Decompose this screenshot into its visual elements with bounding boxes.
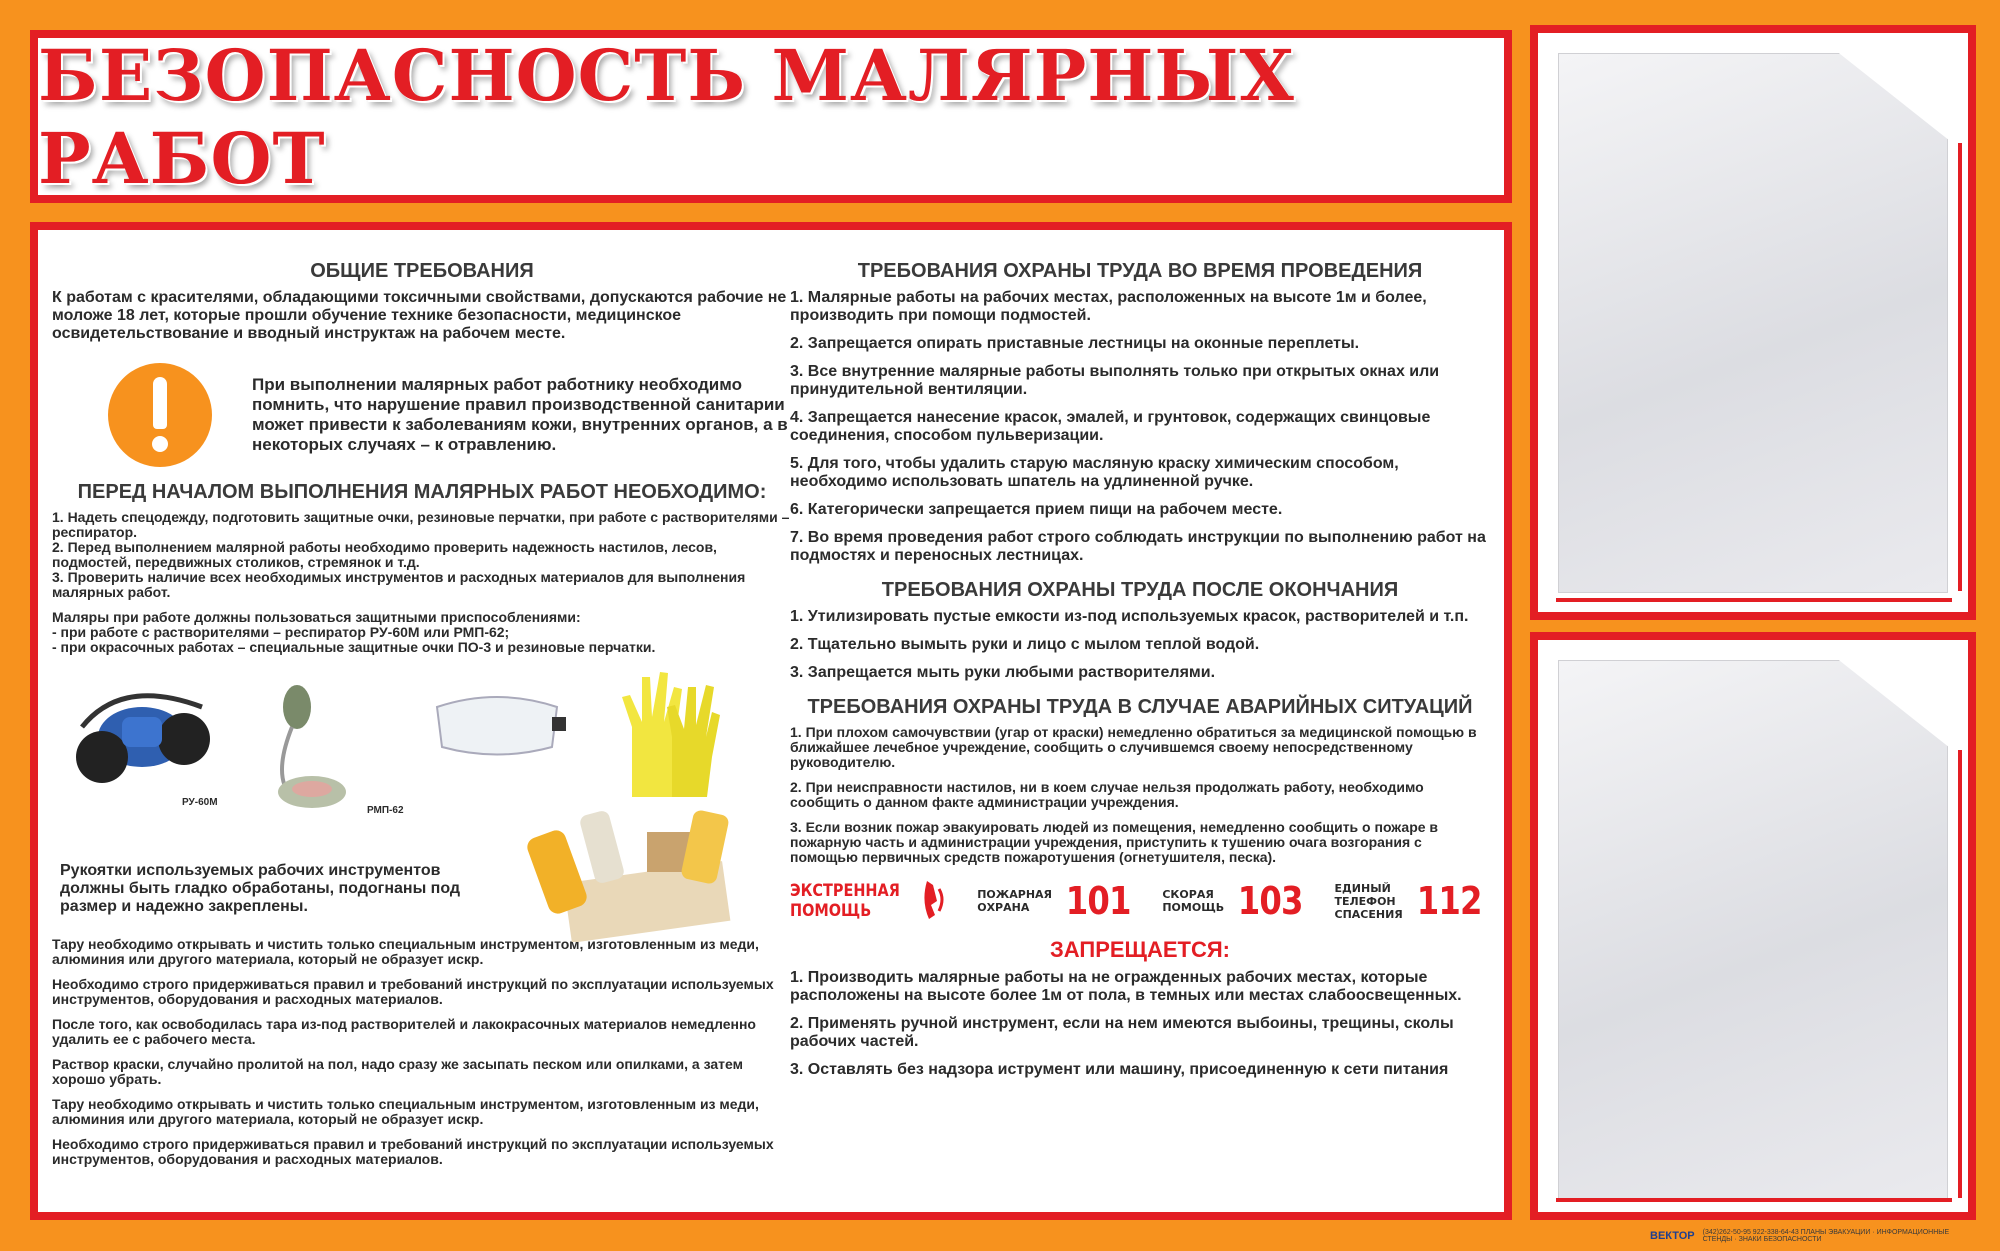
before-item: 3. Проверить наличие всех необходимых инструментов и расходных материалов для выполнения малярных работ. — [52, 569, 746, 600]
forbidden-heading: ЗАПРЕЩАЕТСЯ: — [1050, 937, 1230, 962]
before-item: 2. Перед выполнением малярной работы необходимо проверить надежность настилов, лесов, подмостей, передвижных столиков, стремянок и т.д. — [52, 539, 717, 570]
during-heading: ТРЕБОВАНИЯ ОХРАНЫ ТРУДА ВО ВРЕМЯ ПРОВЕДЕНИЯ — [857, 260, 1423, 282]
forbidden-item: 3. Оставлять без надзора иструмент или машину, присоединенную к сети питания — [790, 1061, 1449, 1078]
rescue-number: 112 — [1416, 879, 1482, 923]
during-item: 4. Запрещается нанесение красок, эмалей, и грунтовок, содержащих свинцовые соединения, способом пульверизации. — [790, 409, 1431, 444]
forbidden-item: 1. Производить малярные работы на не огражденных рабочих местах, которые расположены на высоте более 1м от пола, в темных или местах слабоосвещенных. — [790, 969, 1462, 1004]
rubber-gloves-image — [612, 667, 732, 797]
rmp62-label: РМП-62 — [367, 805, 404, 816]
right-column — [790, 260, 1490, 1079]
general-heading: ОБЩИЕ ТРЕБОВАНИЯ — [310, 260, 534, 282]
ru60m-label: РУ-60М — [182, 797, 218, 808]
protection-text: Маляры при работе должны пользоваться защитными приспособлениями: — [52, 609, 581, 625]
left-column — [52, 260, 792, 1167]
safety-goggles-image — [427, 687, 567, 767]
vendor-text: (342)262-50-95 922-338-64-43 ПЛАНЫ ЭВАКУАЦИИ · ИНФОРМАЦИОННЫЕ СТЕНДЫ · ЗНАКИ БЕЗОПАСНОСТИ — [1702, 1229, 1950, 1243]
note-item: Необходимо строго придерживаться правил и требований инструкций по эксплуатации используемых инструментов, оборудования и расходных материалов. — [52, 1136, 774, 1167]
ambulance-label: ПОМОЩЬ — [1162, 901, 1225, 914]
note-item: Тару необходимо открывать и чистить только специальным инструментом, изготовленным из меди, алюминия или другого материала, который не образует искр. — [52, 936, 759, 967]
fire-label: ПОЖАРНАЯ — [977, 888, 1053, 901]
emergency-help — [790, 879, 951, 923]
fire-number: 101 — [1065, 879, 1131, 923]
emergency-label: ЭКСТРЕННАЯ — [790, 881, 900, 901]
protection-item: - при окрасочных работах – специальные защитные очки ПО-3 и резиновые перчатки. — [52, 639, 656, 655]
after-item: 3. Запрещается мыть руки любыми растворителями. — [790, 664, 1216, 681]
after-heading: ТРЕБОВАНИЯ ОХРАНЫ ТРУДА ПОСЛЕ ОКОНЧАНИЯ — [881, 579, 1399, 601]
ambulance-label: СКОРАЯ — [1162, 888, 1214, 901]
during-item: 3. Все внутренние малярные работы выполнять только при открытых окнах или принудительной вентиляции. — [790, 363, 1440, 398]
emergency-item: 2. При неисправности настилов, ни в коем случае нельзя продолжать работу, необходимо сообщить о данном факте администрации учреждения. — [790, 779, 1424, 810]
respirator-rmp62-image — [262, 667, 362, 817]
emergency-item: 1. При плохом самочувствии (угар от краски) немедленно обратиться за медицинской помощью в ближайшее лечебное учреждение, сообщить о случившемся своему непосредственному руководителю. — [790, 724, 1477, 770]
pocket-sheet — [1558, 660, 1948, 1200]
forbidden-item: 2. Применять ручной инструмент, если на нем имеются выбоины, трещины, сколы рабочих частей. — [790, 1015, 1454, 1050]
fire-phone — [977, 879, 1136, 923]
ambulance-number: 103 — [1237, 879, 1303, 923]
during-item: 2. Запрещается опирать приставные лестницы на оконные переплеты. — [790, 335, 1360, 352]
general-text: К работам с красителями, обладающими токсичными свойствами, допускаются рабочие не моложе 18 лет, которые прошли обучение технике безопасности, медицинское освидетельствование и вводный инструктаж на рабочем месте. — [52, 289, 787, 342]
paint-tools-image — [527, 802, 767, 942]
document-pocket-bottom — [1530, 632, 1976, 1220]
phone-icon — [921, 879, 951, 923]
note-item: Тару необходимо открывать и чистить только специальным инструментом, изготовленным из меди, алюминия или другого материала, который не образует искр. — [52, 1096, 759, 1127]
warning-text: При выполнении малярных работ работнику необходимо помнить, что нарушение правил производственной санитарии может привести к заболеваниям кожи, внутренних органов, а в некоторых случаях – к отравлению. — [252, 375, 788, 454]
vendor-logo: ВЕКТОР — [1650, 1230, 1695, 1242]
exclamation-icon — [108, 363, 212, 467]
vendor-footer — [1650, 1225, 1980, 1247]
ambulance-phone — [1162, 879, 1308, 923]
during-item: 7. Во время проведения работ строго соблюдать инструкции по выполнению работ на подмостях и переносных лестницах. — [790, 529, 1486, 564]
rescue-label: СПАСЕНИЯ — [1334, 907, 1403, 921]
before-item: 1. Надеть спецодежду, подготовить защитные очки, резиновые перчатки, при работе с растворителями – респиратор. — [52, 509, 790, 540]
respirator-ru60m-image — [62, 677, 222, 797]
emergency-heading: ТРЕБОВАНИЯ ОХРАНЫ ТРУДА В СЛУЧАЕ АВАРИЙНЫХ СИТУАЦИЙ — [807, 696, 1473, 718]
tools-block — [52, 842, 792, 937]
fire-label: ОХРАНА — [977, 901, 1030, 914]
rescue-label: ЕДИНЫЙ ТЕЛЕФОН — [1334, 881, 1396, 908]
warning-block — [52, 363, 792, 467]
main-panel — [30, 222, 1512, 1220]
before-heading: ПЕРЕД НАЧАЛОМ ВЫПОЛНЕНИЯ МАЛЯРНЫХ РАБОТ НЕОБХОДИМО: — [77, 481, 767, 503]
tools-text: Рукоятки используемых рабочих инструментов должны быть гладко обработаны, подогнаны под размер и надежно закреплены. — [60, 862, 461, 915]
note-item: Раствор краски, случайно пролитой на пол, надо сразу же засыпать песком или опилками, а затем хорошо убрать. — [52, 1056, 743, 1087]
title-panel — [30, 30, 1512, 203]
rescue-phone — [1335, 879, 1488, 923]
after-item: 1. Утилизировать пустые емкости из-под используемых красок, растворителей и т.п. — [790, 608, 1469, 625]
during-item: 1. Малярные работы на рабочих местах, расположенных на высоте 1м и более, производить при помощи подмостей. — [790, 289, 1427, 324]
emergency-phones — [790, 879, 1490, 923]
page-title: БЕЗОПАСНОСТЬ МАЛЯРНЫХ РАБОТ — [38, 33, 1295, 200]
emergency-item: 3. Если возник пожар эвакуировать людей из помещения, немедленно сообщить о пожаре в пожарную часть и администрации учреждения, приступить к тушению очага возгорания с помощью первичных средств пожаротушения (огнетушителя, песка). — [790, 819, 1439, 865]
note-item: После того, как освободилась тара из-под растворителей и лакокрасочных материалов немедленно удалить ее с рабочего места. — [52, 1016, 756, 1047]
note-item: Необходимо строго придерживаться правил и требований инструкций по эксплуатации используемых инструментов, оборудования и расходных материалов. — [52, 976, 774, 1007]
during-item: 6. Категорически запрещается прием пищи на рабочем месте. — [790, 501, 1283, 518]
during-item: 5. Для того, чтобы удалить старую масляную краску химическим способом, необходимо использовать шпатель на удлиненной ручке. — [790, 455, 1399, 490]
emergency-label: ПОМОЩЬ — [790, 901, 872, 921]
document-pocket-top — [1530, 25, 1976, 620]
pocket-sheet — [1558, 53, 1948, 593]
after-item: 2. Тщательно вымыть руки и лицо с мылом теплой водой. — [790, 636, 1260, 653]
protection-item: - при работе с растворителями – респиратор РУ-60М или РМП-62; — [52, 624, 510, 640]
